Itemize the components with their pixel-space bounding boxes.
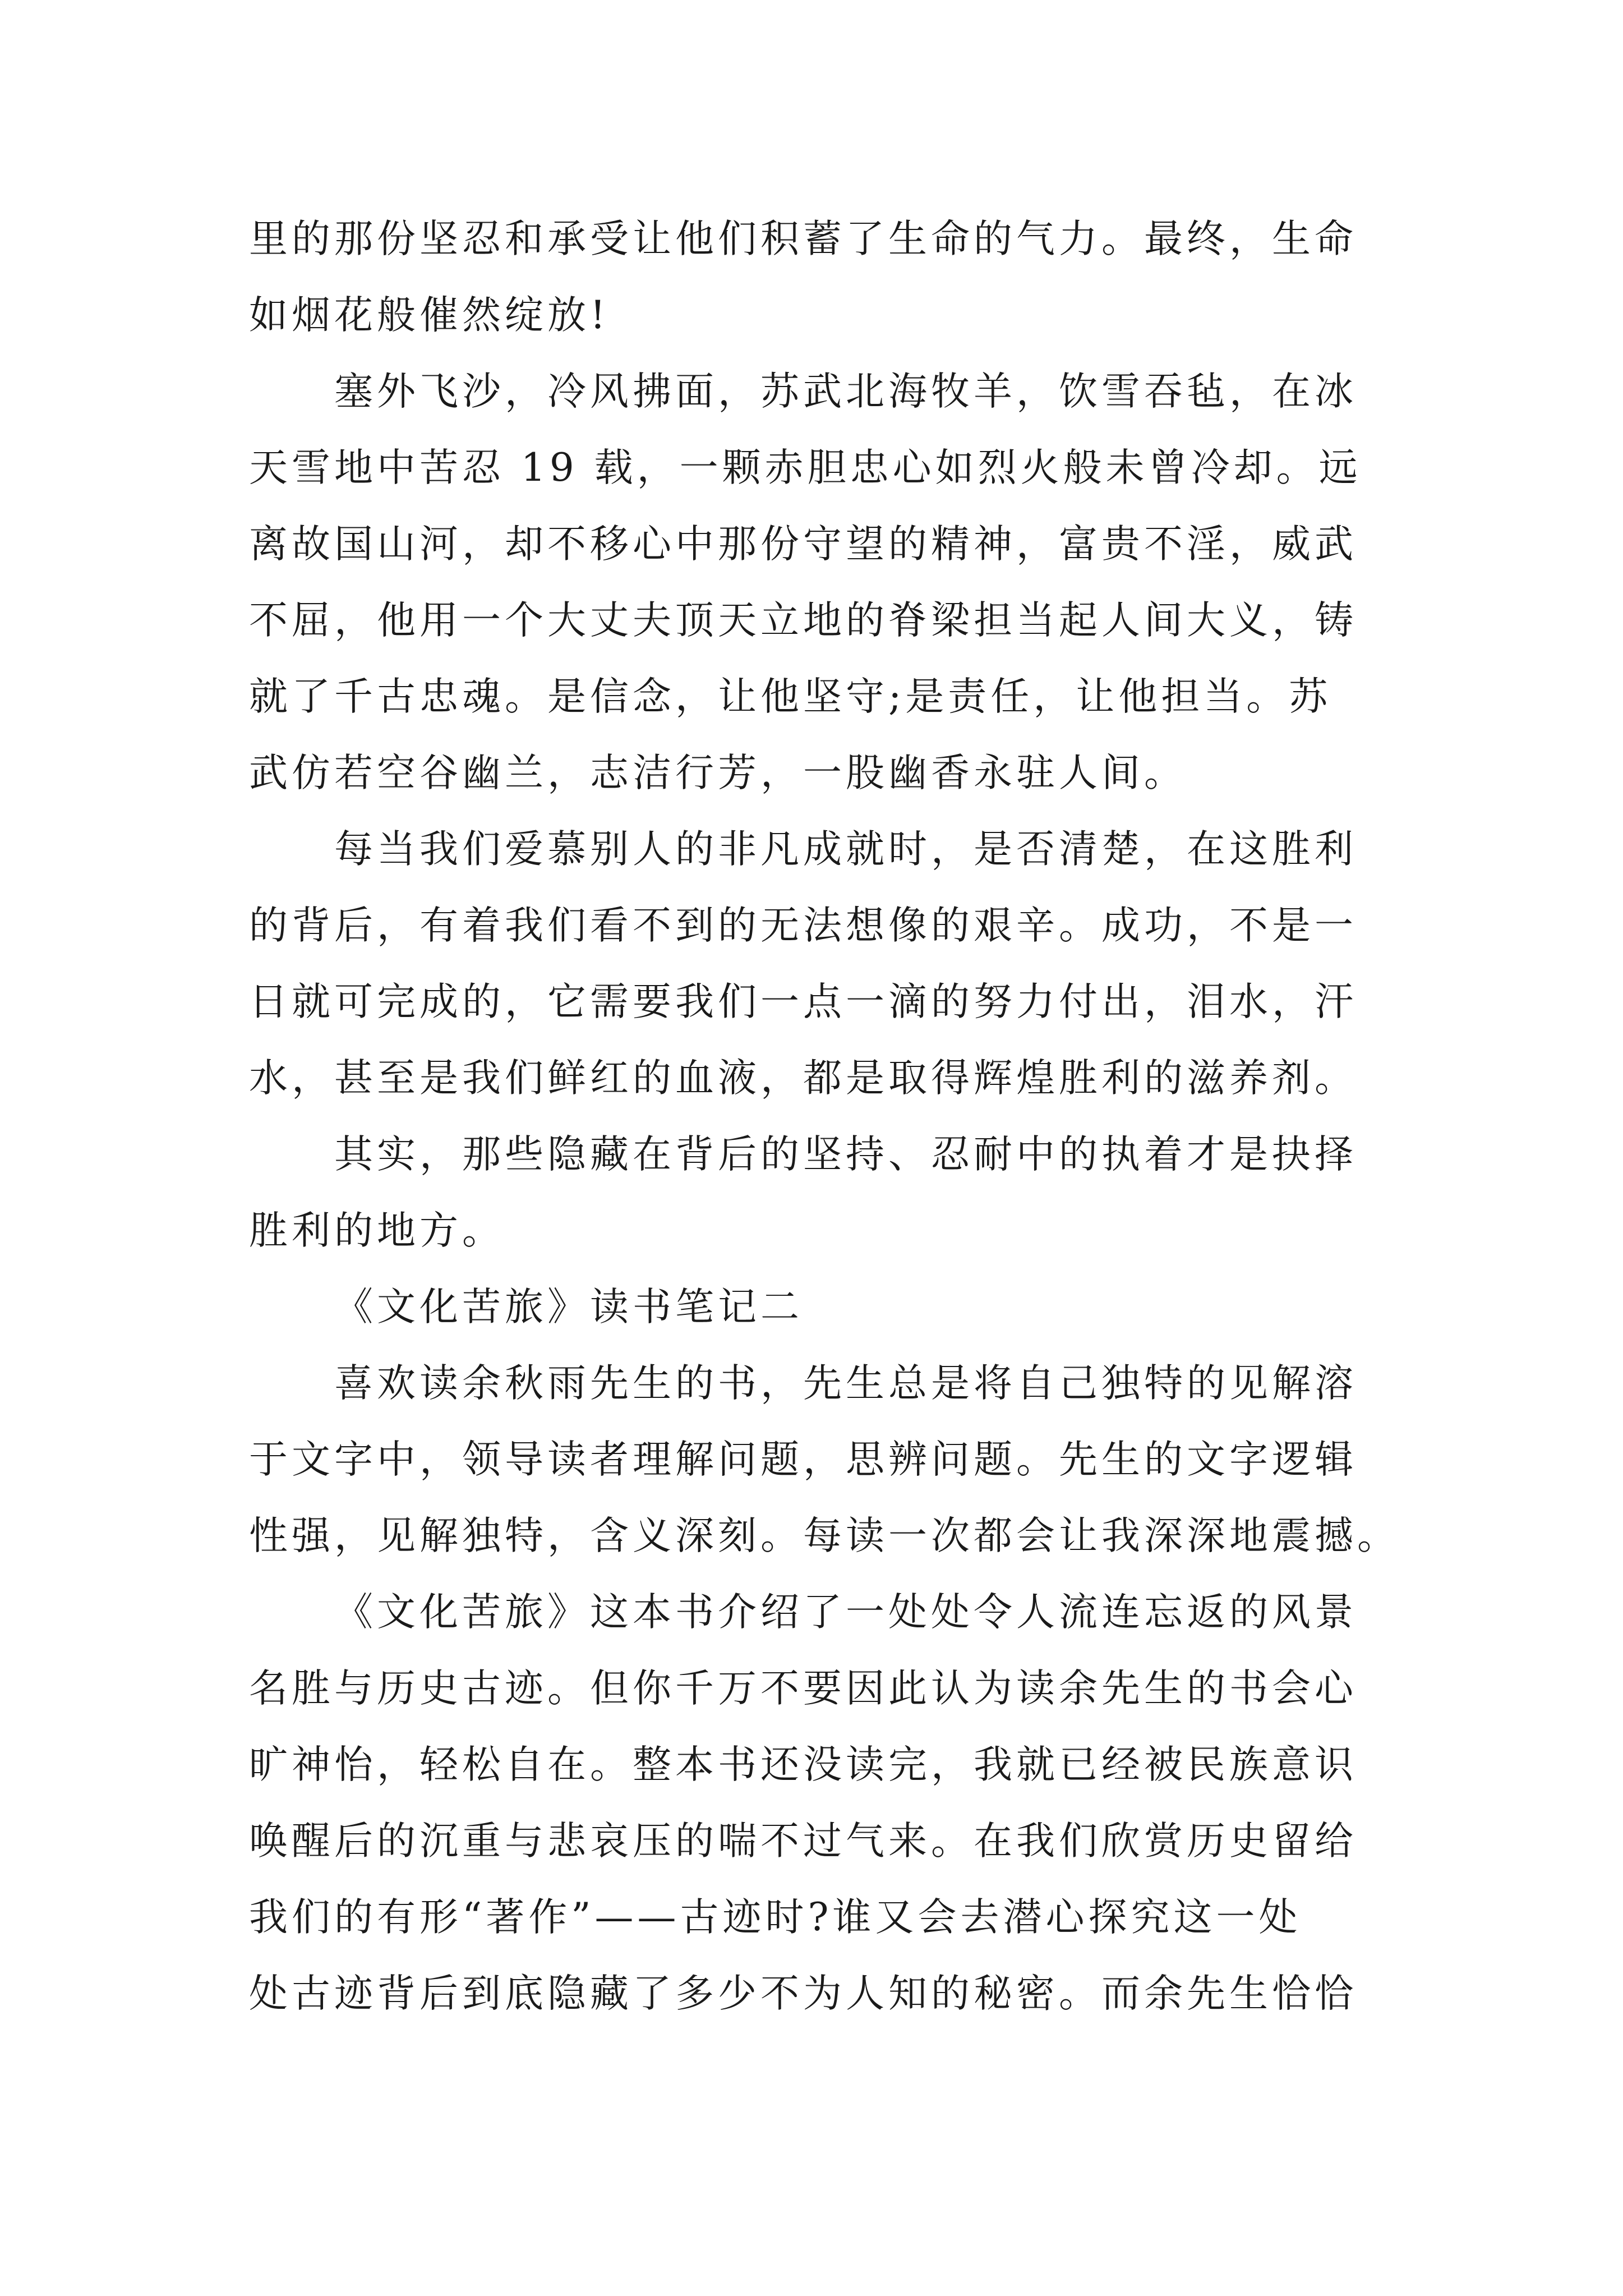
text-line: 性强，见解独特，含义深刻。每读一次都会让我深深地震撼。 [249, 1513, 1400, 1558]
section-heading: 《文化苦旅》读书笔记二 [334, 1285, 803, 1329]
text-line: 天雪地中苦忍 19 载，一颗赤胆忠心如烈火般未曾冷却。远 [249, 445, 1362, 490]
paragraph-start-line: 其实，那些隐藏在背后的坚持、忍耐中的执着才是抉择 [334, 1132, 1357, 1177]
text-line: 旷神怡，轻松自在。整本书还没读完，我就已经被民族意识 [249, 1742, 1357, 1787]
text-line: 名胜与历史古迹。但你千万不要因此认为读余先生的书会心 [249, 1666, 1357, 1711]
text-line: 于文字中，领导读者理解问题，思辨问题。先生的文字逻辑 [249, 1437, 1357, 1482]
document-body [249, 201, 1400, 2032]
text-line: 唤醒后的沉重与悲哀压的喘不过气来。在我们欣赏历史留给 [249, 1819, 1357, 1864]
paragraph-start-line: 每当我们爱慕别人的非凡成就时，是否清楚，在这胜利 [334, 827, 1357, 872]
text-line: 武仿若空谷幽兰，志洁行芳，一股幽香永驻人间。 [249, 751, 1187, 795]
paragraph-start-line: 塞外飞沙，冷风拂面，苏武北海牧羊，饮雪吞毡，在冰 [334, 369, 1357, 414]
text-line: 就了千古忠魂。是信念，让他坚守;是责任，让他担当。苏 [249, 674, 1332, 719]
text-line: 如烟花般催然绽放! [249, 293, 610, 338]
text-line: 里的那份坚忍和承受让他们积蓄了生命的气力。最终，生命 [249, 217, 1357, 261]
text-line: 不屈，他用一个大丈夫顶天立地的脊梁担当起人间大义，铸 [249, 598, 1357, 643]
text-line: 我们的有形“著作”——古迹时?谁又会去潜心探究这一处 [249, 1895, 1302, 1940]
text-line: 处古迹背后到底隐藏了多少不为人知的秘密。而余先生恰恰 [249, 1971, 1357, 2016]
text-line: 离故国山河，却不移心中那份守望的精神，富贵不淫，威武 [249, 522, 1357, 567]
text-line: 胜利的地方。 [249, 1208, 505, 1253]
text-line: 水，甚至是我们鲜红的血液，都是取得辉煌胜利的滋养剂。 [249, 1056, 1357, 1101]
paragraph-start-line: 《文化苦旅》这本书介绍了一处处令人流连忘返的风景 [334, 1590, 1357, 1635]
text-line: 的背后，有着我们看不到的无法想像的艰辛。成功，不是一 [249, 903, 1357, 948]
text-line: 日就可完成的，它需要我们一点一滴的努力付出，泪水，汗 [249, 979, 1357, 1024]
paragraph-start-line: 喜欢读余秋雨先生的书，先生总是将自己独特的见解溶 [334, 1361, 1357, 1406]
